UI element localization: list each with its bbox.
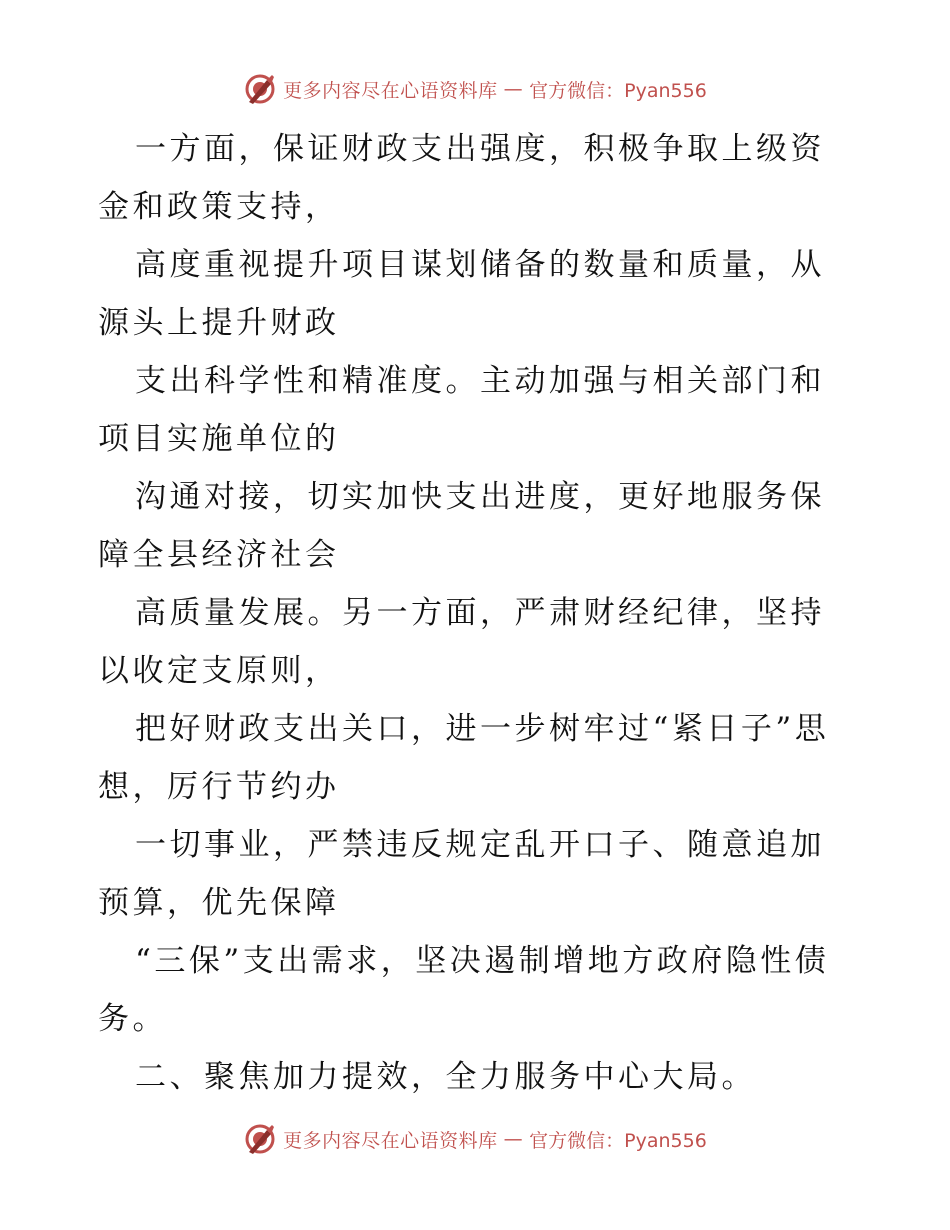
banner-wechat: 官方微信：Pyan556 <box>529 1129 707 1152</box>
pen-logo-icon <box>243 72 277 106</box>
pen-logo-icon <box>243 1122 277 1156</box>
paragraph: 把好财政支出关口，进一步树牢过“紧日子”思想，厉行节约办 <box>98 711 830 805</box>
header-banner <box>0 72 950 106</box>
paragraph: 高度重视提升项目谋划储备的数量和质量，从源头上提升财政 <box>98 247 825 341</box>
banner-wechat: 官方微信：Pyan556 <box>529 79 707 102</box>
banner-separator: — <box>503 1128 524 1150</box>
paragraph: 沟通对接，切实加快支出进度，更好地服务保障全县经济社会 <box>98 479 825 573</box>
section-heading: 二、聚焦加力提效，全力服务中心大局。 <box>135 1059 756 1095</box>
paragraph: 一方面，保证财政支出强度，积极争取上级资金和政策支持， <box>98 131 825 225</box>
paragraph: 一切事业，严禁违反规定乱开口子、随意追加预算，优先保障 <box>98 827 825 921</box>
footer-banner <box>0 1122 950 1156</box>
banner-text: 更多内容尽在心语资料库 <box>283 79 498 102</box>
banner-text: 更多内容尽在心语资料库 <box>283 1129 498 1152</box>
paragraph: “三保”支出需求，坚决遏制增地方政府隐性债务。 <box>98 943 830 1037</box>
paragraph: 高质量发展。另一方面，严肃财经纪律，坚持以收定支原则， <box>98 595 825 689</box>
document-body <box>98 120 858 1106</box>
paragraph: 支出科学性和精准度。主动加强与相关部门和项目实施单位的 <box>98 363 825 457</box>
banner-separator: — <box>503 78 524 100</box>
